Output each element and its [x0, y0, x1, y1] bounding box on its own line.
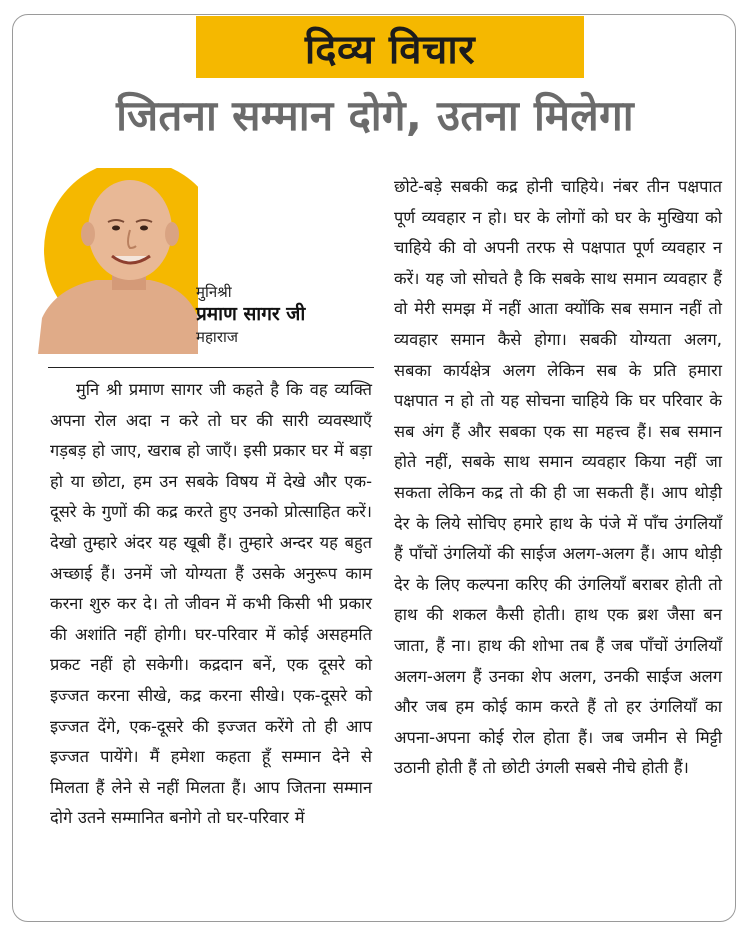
article-column-2: छोटे-बड़े सबकी कद्र होनी चाहिये। नंबर तीन पक्षपात पूर्ण व्यवहार न हो। घर के लोगों को घर के मुखिया को चाहिये की वो अपनी तरफ से पक्षपात पूर्ण व्यवहार न करें। यह जो सोचते है कि सबके साथ समान व्यवहार हैं वो मेरी समझ में नहीं आता क्योंकि सब समान नहीं तो व्यवहार समान कैसे होगा। सबकी योग्यता अलग, सबका कार्यक्षेत्र अलग लेकिन सब के प्रति हमारा पक्षपात न हो तो यह सोचना चाहिये कि घर परिवार के सब अंग हैं और सबका एक सा महत्त्व हैं। सब समान होते नहीं, सबके साथ समान व्यवहार किया नहीं जा सकता लेकिन कद्र तो की ही जा सकती हैं। आप थोड़ी देर के लिये सोचिए हमारे हाथ के पंजे में पाँच उंगलियाँ हैं पाँचों उंगलियों की साईज अलग-अलग हैं। आप थोड़ी देर के लिए कल्पना करिए की उंगलियाँ बराबर होती तो हाथ की शकल कैसी होती। हाथ एक ब्रश जैसा बन जाता, हैं ना। हाथ की शोभा तब हैं जब पाँचों उंगलियाँ अलग-अलग हैं उनका शेप अलग, उनकी साईज अलग और जब हम कोई काम करते हैं तो हर उंगलियाँ का अपना-अपना कोई रोल होता हैं। जब जमीन से मिट्टी उठानी होती हैं तो छोटी उंगली सबसे नीचे होती हैं। [394, 177, 722, 778]
article-headline: जितना सम्मान दोगे, उतना मिलेगा [116, 91, 634, 140]
author-name: प्रमाण सागर जी [196, 303, 306, 325]
byline-suffix: महाराज [196, 328, 238, 346]
author-byline [196, 282, 356, 348]
byline-prefix: मुनिश्री [196, 283, 232, 301]
author-photo [38, 168, 198, 354]
section-kicker: दिव्य विचार [196, 16, 584, 78]
author-portrait-image [38, 168, 198, 354]
byline-divider [48, 367, 374, 368]
article-column-1: मुनि श्री प्रमाण सागर जी कहते है कि वह व्यक्ति अपना रोल अदा न करे तो घर की सारी व्यवस्थाएँ गड़बड़ हो जाए, खराब हो जाएँ। इसी प्रकार घर में बड़ा हो या छोटा, हम उन सबके विषय में देखे और एक-दूसरे के गुणों की कद्र करते हुए उनको प्रोत्साहित करें। देखो तुम्हारे अंदर यह खूबी हैं। तुम्हारे अन्दर यह बहुत अच्छाई हैं। उनमें जो योग्यता हैं उसके अनुरूप काम करना शुरु कर दे। तो जीवन में कभी किसी भी प्रकार की अशांति नहीं होगी। घर-परिवार में कोई असहमति प्रकट नहीं हो सकेगी। कद्रदान बनें, एक दूसरे को इज्जत करना सीखे, कद्र करना सीखे। एक-दूसरे को इज्जत देंगे, एक-दूसरे की इज्जत करेंगे तो ही आप इज्जत पायेंगे। मैं हमेशा कहता हूँ सम्मान देने से मिलता हैं लेने से नहीं मिलता हैं। आप जितना सम्मान दोगे उतने सम्मानित बनोगे तो घर-परिवार में [50, 380, 372, 828]
